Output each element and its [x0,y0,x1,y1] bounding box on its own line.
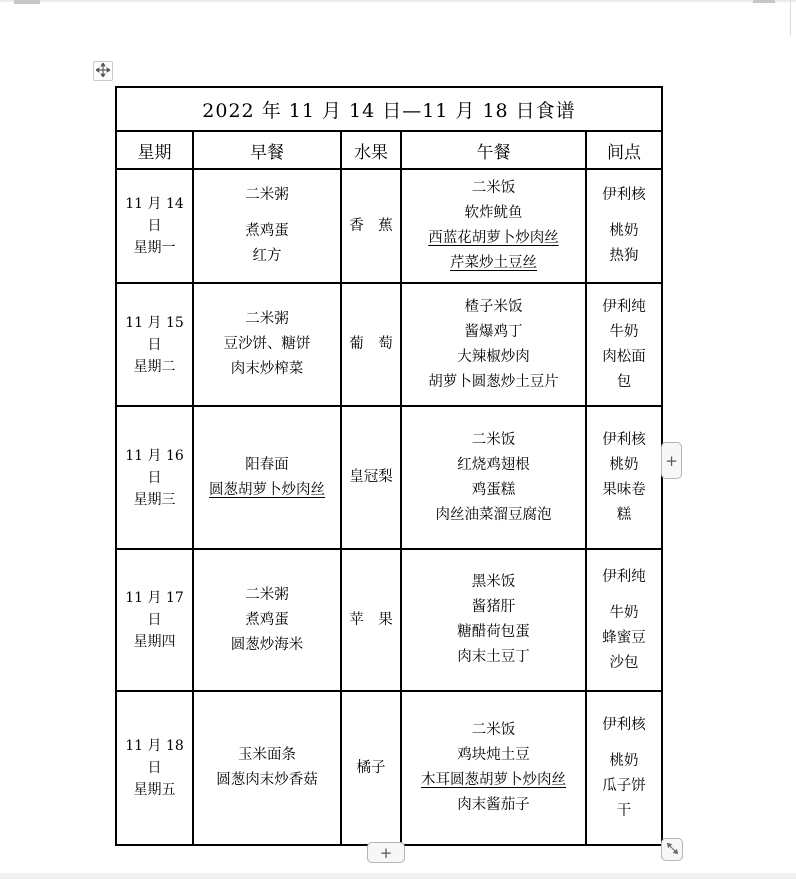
menu-line: 11 月 17 [125,590,184,606]
table-title[interactable]: 2022 年 11 月 14 日—11 月 18 日食谱 [116,87,662,131]
add-column-button[interactable] [661,442,682,479]
menu-line: 圆葱炒海米 [230,636,304,653]
menu-line: 二米饭 [471,722,516,738]
menu-line: 红烧鸡翅根 [457,456,530,473]
header-row [116,131,662,169]
cell-day[interactable] [116,406,193,549]
menu-line: 肉末炒榨菜 [230,361,304,377]
add-row-button[interactable] [367,842,405,863]
cell-day[interactable] [116,169,193,283]
menu-line: 肉末土豆丁 [457,649,530,665]
menu-line: 日 [147,612,162,628]
col-header-lunch[interactable]: 午餐 [401,131,586,169]
cell-breakfast[interactable] [193,549,341,691]
menu-line: 木耳圆葱胡萝卜炒肉丝 [421,772,566,788]
menu-line: 伊利核 [602,187,646,203]
menu-line: 星期二 [133,358,176,375]
menu-line: 伊利纯 [602,568,646,585]
menu-line: 芹菜炒土豆丝 [450,255,537,271]
menu-line: 沙包 [609,654,639,671]
menu-line: 橘子 [356,759,386,776]
menu-line: 星期四 [133,634,176,650]
table-row [116,691,662,845]
menu-line: 红方 [252,248,282,264]
menu-line: 鸡蛋糕 [471,481,516,498]
blank-line [587,590,661,601]
menu-line: 胡萝卜圆葱炒土豆片 [428,373,559,390]
cell-lunch[interactable] [401,549,586,691]
cell-day[interactable] [116,549,193,691]
table-row [116,406,662,549]
cell-lunch[interactable] [401,406,586,549]
cell-breakfast[interactable] [193,691,341,845]
title-row [116,87,662,131]
menu-line: 伊利纯 [602,298,646,315]
menu-line: 热狗 [609,248,639,264]
menu-line: 圆葱肉末炒香菇 [216,772,318,788]
menu-line: 干 [616,802,632,819]
top-right-artifact [753,0,775,3]
menu-line: 日 [147,336,162,353]
cell-fruit[interactable] [341,406,401,549]
menu-line: 星期一 [133,240,176,256]
menu-line: 酱猪肝 [471,599,516,615]
move-cross-icon [96,62,110,81]
menu-line: 二米饭 [471,180,516,196]
menu-line: 果味卷 [602,481,646,498]
menu-line: 肉末酱茄子 [457,797,530,813]
menu-line: 11 月 16 [125,447,184,464]
table-move-handle[interactable] [93,61,113,81]
menu-line: 牛奶 [609,604,639,621]
cell-day[interactable] [116,691,193,845]
menu-line: 软炸鱿鱼 [464,205,523,221]
menu-line: 煮鸡蛋 [245,223,289,239]
menu-line: 糖醋荷包蛋 [457,624,530,640]
menu-line: 糕 [616,506,632,523]
menu-line: 大辣椒炒肉 [457,348,530,365]
menu-line: 肉丝油菜溜豆腐泡 [435,506,552,523]
cell-snack[interactable] [586,283,662,406]
col-header-fruit[interactable]: 水果 [341,131,401,169]
table-resize-handle[interactable] [661,838,683,861]
menu-line: 蜂蜜豆 [602,629,646,646]
menu-line: 瓜子饼 [602,777,646,794]
cell-snack[interactable] [586,691,662,845]
cell-snack[interactable] [586,406,662,549]
plus-icon: + [665,451,678,470]
cell-lunch[interactable] [401,691,586,845]
top-left-artifact [14,0,40,4]
bottom-edge-strip [0,873,796,879]
table-row [116,549,662,691]
menu-line: 酱爆鸡丁 [464,323,523,340]
menu-line: 日 [147,469,162,486]
menu-line: 黑米饭 [471,574,516,590]
blank-line [194,208,340,219]
menu-line: 桃奶 [609,752,639,769]
menu-line: 肉松面 [602,348,646,365]
plus-icon: + [379,843,393,862]
cell-snack[interactable] [586,549,662,691]
col-header-breakfast[interactable]: 早餐 [193,131,341,169]
cell-snack[interactable] [586,169,662,283]
menu-line: 香 蕉 [349,217,393,234]
menu-line: 牛奶 [609,323,639,340]
cell-breakfast[interactable] [193,283,341,406]
menu-line: 星期五 [133,782,176,798]
menu-line: 11 月 15 [125,314,184,331]
menu-line: 11 月 14 [125,196,184,212]
col-header-day[interactable]: 星期 [116,131,193,169]
menu-line: 二米粥 [245,586,289,603]
menu-line: 日 [147,760,162,776]
menu-line: 二米粥 [245,311,289,327]
menu-line: 圆葱胡萝卜炒肉丝 [209,481,325,498]
cell-fruit[interactable] [341,283,401,406]
menu-line: 苹 果 [349,611,393,628]
menu-line: 豆沙饼、糖饼 [223,336,311,352]
menu-line: 包 [616,373,632,390]
cell-breakfast[interactable] [193,406,341,549]
menu-line: 桃奶 [609,456,639,473]
cell-lunch[interactable] [401,169,586,283]
cell-lunch[interactable] [401,283,586,406]
menu-line: 11 月 18 [125,738,184,754]
cell-fruit[interactable] [341,169,401,283]
menu-line: 阳春面 [245,456,289,473]
table-row [116,283,662,406]
menu-line: 葡 萄 [349,336,393,352]
menu-line: 星期三 [133,491,176,508]
cell-fruit[interactable] [341,691,401,845]
table-row [116,169,662,283]
menu-line: 西蓝花胡萝卜炒肉丝 [428,230,559,246]
diagonal-resize-icon [666,840,679,859]
menu-line: 桃奶 [609,223,639,239]
blank-line [587,208,661,219]
menu-line: 伊利核 [602,431,646,448]
blank-line [587,738,661,749]
menu-line: 二米饭 [471,431,516,448]
menu-line: 伊利核 [602,716,646,733]
menu-line: 楂子米饭 [464,298,523,315]
right-edge-line [790,0,791,36]
cell-fruit[interactable] [341,549,401,691]
menu-line: 日 [147,218,162,234]
col-header-snack[interactable]: 间点 [586,131,662,169]
top-edge-strip [0,0,796,2]
menu-line: 玉米面条 [238,747,296,763]
menu-line: 二米粥 [245,187,289,203]
menu-line: 煮鸡蛋 [245,611,289,628]
menu-table [115,86,663,846]
menu-line: 鸡块炖土豆 [457,747,530,763]
menu-line: 皇冠梨 [349,469,393,485]
cell-breakfast[interactable] [193,169,341,283]
cell-day[interactable] [116,283,193,406]
